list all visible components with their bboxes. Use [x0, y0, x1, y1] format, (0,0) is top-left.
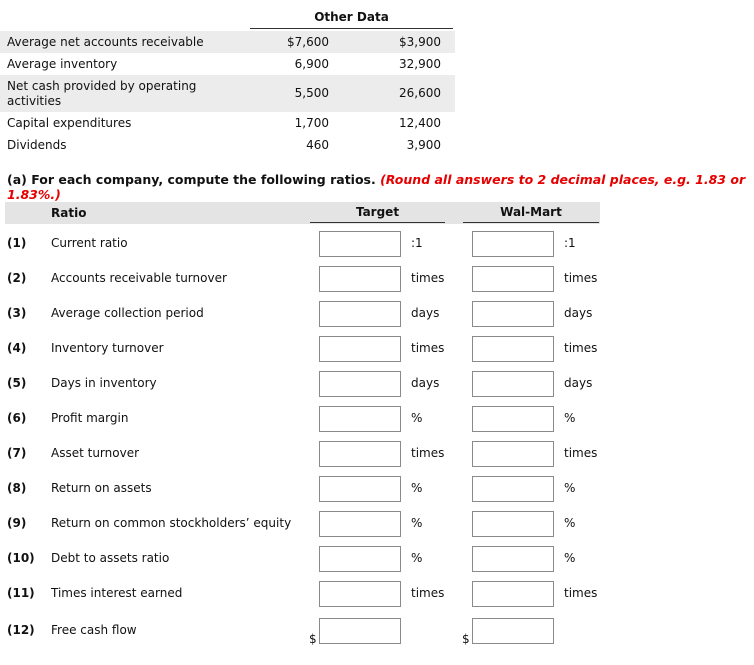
ratio-label: Return on assets [51, 481, 152, 495]
target-value: 460 [306, 138, 329, 152]
unit-label: times [411, 271, 445, 285]
target-answer-input[interactable] [319, 476, 401, 502]
target-answer-input[interactable] [319, 231, 401, 257]
row-label: Average net accounts receivable [7, 35, 204, 49]
walmart-value: 3,900 [406, 138, 441, 152]
target-answer-input[interactable] [319, 266, 401, 292]
row-number: (9) [7, 516, 27, 530]
dollar-sign: $ [462, 632, 470, 646]
walmart-answer-input[interactable] [472, 546, 554, 572]
row-number: (7) [7, 446, 27, 460]
unit-label: times [564, 341, 598, 355]
unit-label: days [411, 376, 440, 390]
ratio-column-header: Ratio [51, 206, 87, 220]
ratio-label: Inventory turnover [51, 341, 164, 355]
target-answer-input[interactable] [319, 441, 401, 467]
other-data-row [0, 112, 455, 134]
target-answer-input[interactable] [319, 618, 401, 644]
ratio-label: Times interest earned [51, 586, 183, 600]
unit-label: % [564, 481, 576, 495]
unit-label: % [411, 516, 423, 530]
unit-label: times [564, 271, 598, 285]
target-answer-input[interactable] [319, 336, 401, 362]
walmart-value: $3,900 [399, 35, 441, 49]
other-data-row [0, 75, 455, 112]
other-data-header: Other Data [250, 8, 453, 29]
other-data-row [0, 53, 455, 75]
ratio-label: Accounts receivable turnover [51, 271, 227, 285]
unit-label: :1 [411, 236, 423, 250]
unit-label: times [411, 446, 445, 460]
row-number: (12) [7, 623, 35, 637]
target-answer-input[interactable] [319, 581, 401, 607]
row-number: (3) [7, 306, 27, 320]
ratio-label: Debt to assets ratio [51, 551, 170, 565]
target-answer-input[interactable] [319, 406, 401, 432]
target-value: 1,700 [294, 116, 329, 130]
walmart-value: 26,600 [399, 86, 441, 100]
rounding-note: (Round all answers to 2 decimal places, e.g. 1.83 or 1.83%.) [7, 172, 746, 202]
walmart-answer-input[interactable] [472, 336, 554, 362]
ratio-label: Free cash flow [51, 623, 137, 637]
target-answer-input[interactable] [319, 511, 401, 537]
unit-label: times [564, 586, 598, 600]
target-value: 5,500 [294, 86, 329, 100]
walmart-answer-input[interactable] [472, 231, 554, 257]
ratio-label: Days in inventory [51, 376, 157, 390]
target-value: 6,900 [294, 57, 329, 71]
other-data-row [0, 134, 455, 156]
row-number: (5) [7, 376, 27, 390]
unit-label: % [564, 551, 576, 565]
unit-label: days [564, 376, 593, 390]
unit-label: % [564, 516, 576, 530]
row-number: (2) [7, 271, 27, 285]
walmart-answer-input[interactable] [472, 371, 554, 397]
walmart-answer-input[interactable] [472, 301, 554, 327]
row-label: Dividends [7, 138, 67, 152]
unit-label: % [411, 551, 423, 565]
target-answer-input[interactable] [319, 546, 401, 572]
unit-label: % [411, 411, 423, 425]
instruction-prefix: (a) For each company, compute the following ratios. [7, 172, 381, 187]
row-label-line2: activities [7, 94, 62, 108]
walmart-answer-input[interactable] [472, 441, 554, 467]
row-label: Average inventory [7, 57, 118, 71]
unit-label: times [411, 341, 445, 355]
unit-label: :1 [564, 236, 576, 250]
walmart-answer-input[interactable] [472, 266, 554, 292]
ratio-label: Profit margin [51, 411, 129, 425]
row-number: (6) [7, 411, 27, 425]
target-column-header: Target [310, 202, 445, 223]
row-label-line1: Net cash provided by operating [7, 79, 197, 93]
target-answer-input[interactable] [319, 301, 401, 327]
unit-label: times [411, 586, 445, 600]
walmart-column-header: Wal-Mart [463, 202, 599, 223]
ratio-label: Return on common stockholders’ equity [51, 516, 292, 530]
target-answer-input[interactable] [319, 371, 401, 397]
row-number: (11) [7, 586, 35, 600]
row-number: (1) [7, 236, 27, 250]
dollar-sign: $ [309, 632, 317, 646]
unit-label: % [564, 411, 576, 425]
unit-label: times [564, 446, 598, 460]
walmart-answer-input[interactable] [472, 476, 554, 502]
ratio-label: Average collection period [51, 306, 204, 320]
unit-label: % [411, 481, 423, 495]
unit-label: days [411, 306, 440, 320]
row-number: (10) [7, 551, 35, 565]
other-data-row [0, 31, 455, 53]
target-value: $7,600 [287, 35, 329, 49]
ratio-label: Asset turnover [51, 446, 140, 460]
walmart-answer-input[interactable] [472, 581, 554, 607]
row-number: (8) [7, 481, 27, 495]
unit-label: days [564, 306, 593, 320]
walmart-value: 12,400 [399, 116, 441, 130]
row-label [7, 79, 196, 109]
row-label: Capital expenditures [7, 116, 132, 130]
walmart-answer-input[interactable] [472, 618, 554, 644]
instruction-text [7, 172, 754, 202]
row-number: (4) [7, 341, 27, 355]
walmart-answer-input[interactable] [472, 406, 554, 432]
walmart-value: 32,900 [399, 57, 441, 71]
walmart-answer-input[interactable] [472, 511, 554, 537]
ratio-label: Current ratio [51, 236, 128, 250]
